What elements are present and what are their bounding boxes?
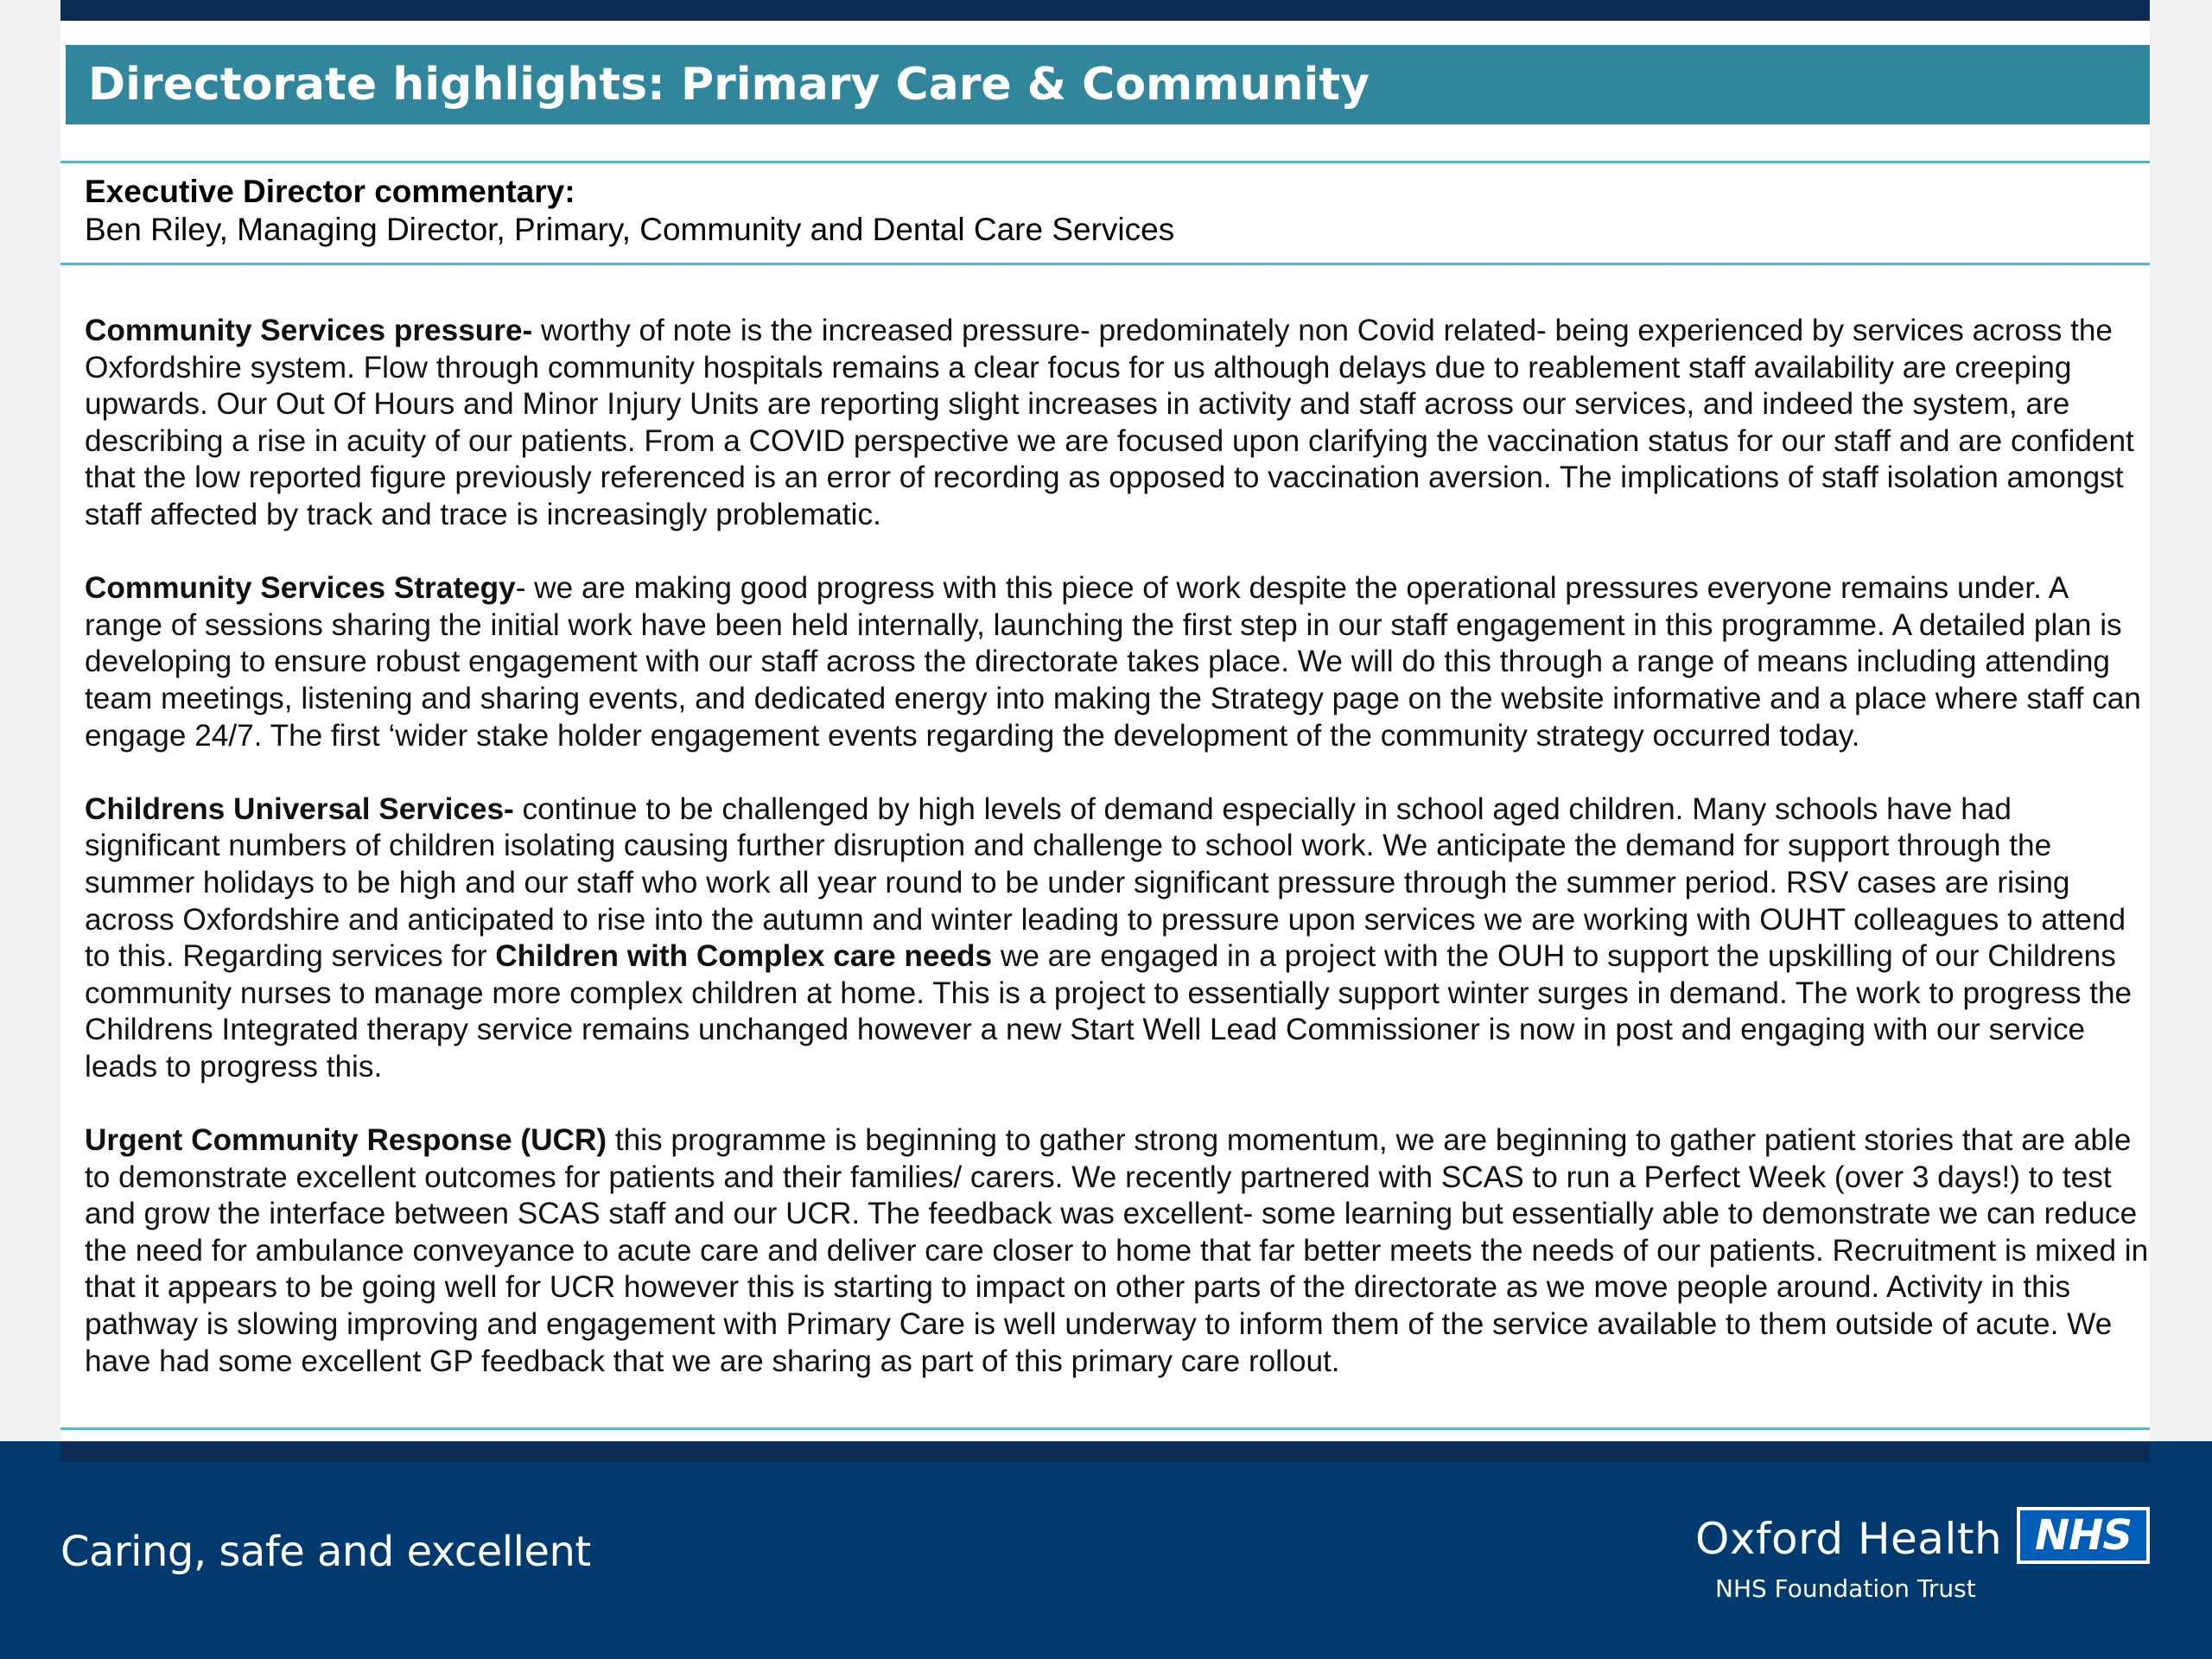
commentary-author: Ben Riley, Managing Director, Primary, Community and Dental Care Services [85,212,1175,247]
section-ucr [85,1122,2150,1380]
section-text: - we are making good progress with this piece of work despite the operational pressures everyone remains under. A range of sessions sharing the initial work have been held internally, launching the first step in our staff engagement in this programme. A detailed plan is developing to ensure robust engagement with our staff across the directorate takes place. We will do this through a range of means including attending team meetings, listening and sharing events, and dedicated energy into making the Strategy page on the website informative and a place where staff can engage 24/7. The first ‘wider stake holder engagement events regarding the development of the community strategy occurred today. [85,571,2141,753]
top-bar [60,0,2150,21]
page-title: Directorate highlights: Primary Care & Community [88,59,1370,111]
slide [60,0,2150,1460]
divider-bottom [60,1427,2150,1430]
footer [0,1441,2212,1659]
divider-commentary [60,263,2150,265]
section-community-pressure [85,313,2150,534]
footer-tagline: Caring, safe and excellent [60,1528,591,1576]
org-name: Oxford Health [1695,1514,2003,1564]
org-subtitle: NHS Foundation Trust [1715,1574,1976,1603]
divider-top [60,161,2150,163]
body-text [85,313,2150,1417]
commentary-label: Executive Director commentary: [85,174,575,209]
footer-top-bar [60,1441,2150,1462]
section-heading: Community Services Strategy [85,571,516,606]
section-heading: Childrens Universal Services- [85,791,514,826]
section-heading: Urgent Community Response (UCR) [85,1123,607,1158]
section-text: continue to be challenged by high levels of demand especially in school aged children. Many schools have had significant numbers of children isolating causing further disruption and challenge to school work. We anticipate the demand for support through the summer holidays to be high and our staff who work all year round to be under significant pressure through the summer period. RSV cases are rising across Oxfordshire and anticipated to rise into the autumn and winter leading to pressure upon services we are working with OUHT colleagues to attend to this. Regarding services for [85,791,2126,974]
section-text-after: we are engaged in a project with the OUH to support the upskilling of our Childrens community nurses to manage more complex children at home. This is a project to essentially support winter surges in demand. The work to progress the Childrens Integrated therapy service remains unchanged however a new Start Well Lead Commissioner is now in post and engaging with our service leads to progress this. [85,939,2133,1084]
section-text: this programme is beginning to gather strong momentum, we are beginning to gather patient stories that are able to demonstrate excellent outcomes for patients and their families/ carers. We recently partnered with SCAS to run a Perfect Week (over 3 days!) to test and grow the interface between SCAS staff and our UCR. The feedback was excellent- some learning but essentially able to demonstrate we can reduce the need for ambulance conveyance to acute care and deliver care closer to home that far better meets the needs of our patients. Recruitment is mixed in that it appears to be going well for UCR however this is starting to impact on other parts of the directorate as we move people around. Activity in this pathway is slowing improving and engagement with Primary Care is well underway to inform them of the service available to them outside of acute. We have had some excellent GP feedback that we are sharing as part of this primary care rollout. [85,1123,2149,1378]
section-community-strategy [85,570,2150,754]
nhs-logo-text: NHS [2020,1510,2146,1560]
section-inline-bold: Children with Complex care needs [495,939,993,974]
commentary-block [85,173,1174,249]
title-banner [66,45,2150,124]
section-heading: Community Services pressure- [85,314,533,347]
nhs-logo [2017,1507,2150,1564]
section-childrens-services [85,791,2150,1086]
section-text: worthy of note is the increased pressure- predominately non Covid related- being experienced by services across the Oxfordshire system. Flow through community hospitals remains a clear focus for us although delays due to reablement staff availability are creeping upwards. Our Out Of Hours and Minor Injury Units are reporting slight increases in activity and staff across our services, and indeed the system, are describing a rise in acuity of our patients. From a COVID perspective we are focused upon clarifying the vaccination status for our staff and are confident that the low reported figure previously referenced is an error of recording as opposed to vaccination aversion. The implications of staff isolation amongst staff affected by track and trace is increasingly problematic. [85,314,2134,531]
